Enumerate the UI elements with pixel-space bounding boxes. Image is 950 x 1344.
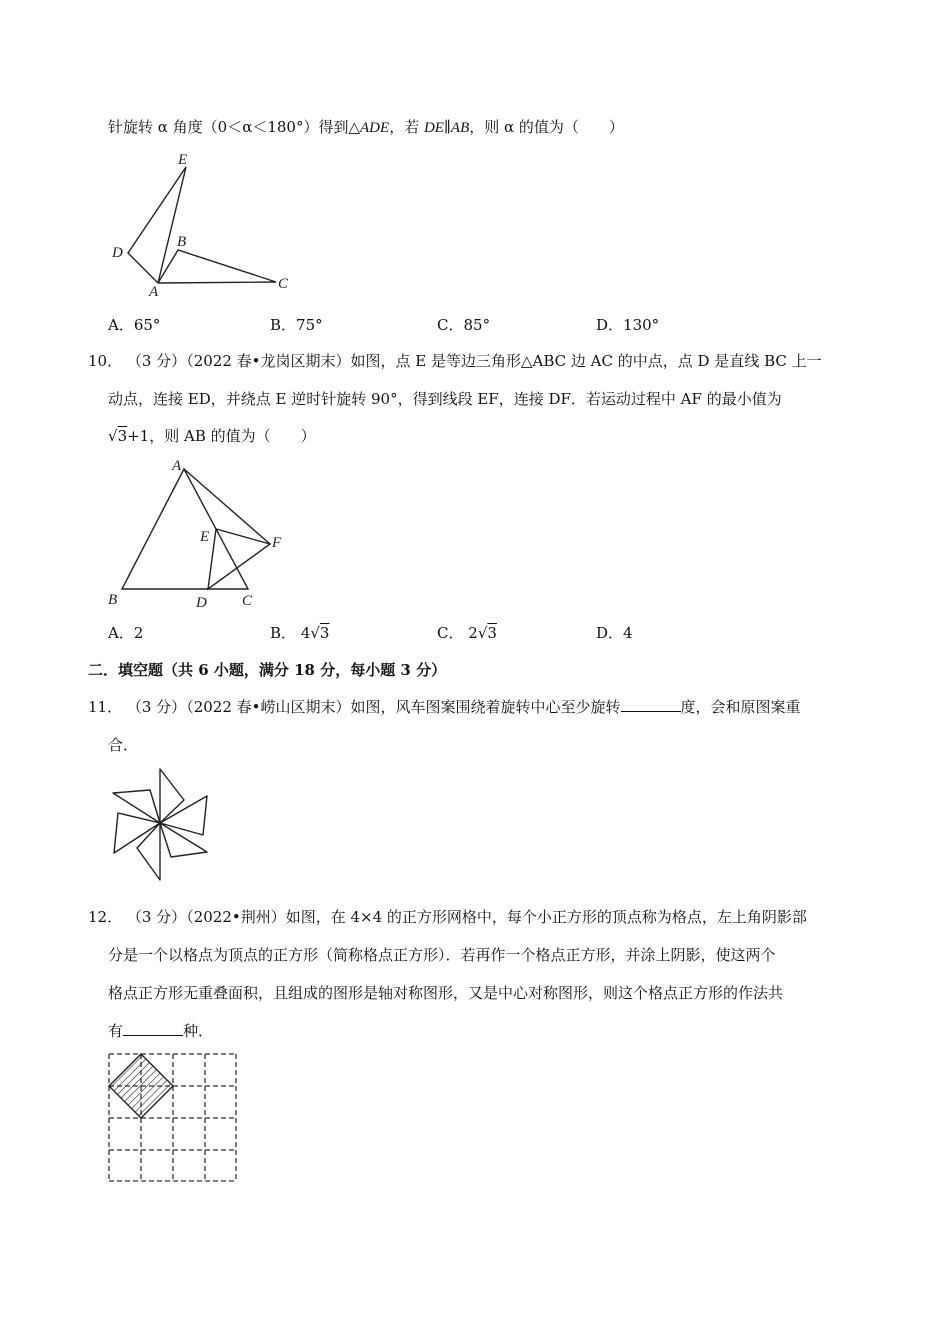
q10-plus-one: +1 xyxy=(127,427,150,445)
q10-option-b-sqrt: √ xyxy=(310,624,320,642)
q9-label-e: E xyxy=(178,152,188,168)
q10-label-d: D xyxy=(196,595,207,611)
q9-figure xyxy=(100,145,300,300)
q12-source: （2022•荆州） xyxy=(186,908,286,926)
q10-line2: 动点，连接 ED，并绕点 E 逆时针旋转 90°，得到线段 EF，连接 DF．若运动过程中 AF 的最小值为 xyxy=(108,390,782,408)
q10-option-c-coef: 2 xyxy=(468,624,478,642)
q10-text-1: 如图，点 E 是等边三角形△ABC 边 AC 的中点，点 D 是直线 BC 上一 xyxy=(350,352,822,370)
q9-de: DE xyxy=(423,120,444,136)
q10-line3 xyxy=(108,425,316,447)
q10-option-b[interactable] xyxy=(270,622,329,644)
q9-ab: AB xyxy=(450,120,470,136)
q10-figure xyxy=(100,455,300,615)
q9-parallel: ∥ xyxy=(443,118,451,136)
q10-option-c[interactable] xyxy=(437,622,497,644)
q10-triangle-abc xyxy=(122,469,248,589)
q11-windmill-blade-4 xyxy=(137,823,160,880)
q9-stem-part-a: 针旋转 α 角度（0＜α＜180°）得到△ xyxy=(108,118,361,136)
q10-line1 xyxy=(88,350,822,372)
q11-source: （2022 春•崂山区期末） xyxy=(186,698,351,716)
q12-grid-figure xyxy=(105,1050,240,1185)
q12-line4 xyxy=(108,1020,213,1042)
q10-option-a[interactable]: A．2 xyxy=(108,624,144,642)
q11-windmill-blade-3 xyxy=(160,823,207,857)
q12-line1 xyxy=(88,906,807,928)
q9-option-c[interactable]: C．85° xyxy=(437,316,491,334)
q11-text-b: 度，会和原图案重 xyxy=(680,698,801,716)
q9-label-b: B xyxy=(177,234,187,250)
q10-label-f: F xyxy=(272,535,282,551)
q9-tri-ade: ADE xyxy=(360,120,390,136)
q10-triangle-edf xyxy=(208,529,270,589)
q9-triangle-abc xyxy=(158,250,276,283)
q12-number: 12． xyxy=(88,908,123,926)
q10-option-c-sqrt: √ xyxy=(477,624,488,642)
q10-number: 10． xyxy=(88,352,123,370)
q12-answer-blank[interactable] xyxy=(123,1021,183,1036)
q10-text-3: ，则 AB 的值为（ ） xyxy=(149,427,316,445)
q12-line3: 格点正方形无重叠面积，且组成的图形是轴对称图形，又是中心对称图形，则这个格点正方形的作法共 xyxy=(108,984,784,1002)
q10-label-b: B xyxy=(108,592,118,608)
q11-text-a: 如图，风车图案围绕着旋转中心至少旋转 xyxy=(350,698,621,716)
q10-label-c: C xyxy=(242,593,253,609)
q11-answer-blank[interactable] xyxy=(621,697,681,712)
q11-line2: 合． xyxy=(108,736,139,754)
q9-label-a: A xyxy=(149,284,159,300)
q10-option-b-coef: 4 xyxy=(300,624,311,642)
q10-option-b-label: B． xyxy=(270,624,297,642)
q9-label-c: C xyxy=(278,276,289,292)
q10-label-e: E xyxy=(200,529,210,545)
q9-stem xyxy=(108,116,624,139)
q10-option-b-radicand: 3 xyxy=(319,624,330,642)
q9-option-d[interactable]: D．130° xyxy=(596,316,660,334)
q9-option-a[interactable]: A．65° xyxy=(108,316,161,334)
q10-option-d[interactable]: D．4 xyxy=(596,624,633,642)
q12-line2: 分是一个以格点为顶点的正方形（简称格点正方形）．若再作一个格点正方形，并涂上阴影，使这两个 xyxy=(108,946,776,964)
q11-line1 xyxy=(88,696,801,718)
q12-text-4b: 种． xyxy=(183,1022,214,1040)
q12-text-1: 如图，在 4×4 的正方形网格中，每个小正方形的顶点称为格点，左上角阴影部 xyxy=(285,908,807,926)
q11-number: 11． xyxy=(88,698,123,716)
q10-score: （3 分） xyxy=(126,352,187,370)
q10-sqrt-radicand: 3 xyxy=(117,427,128,445)
q10-sqrt-sign: √ xyxy=(108,427,118,445)
q9-stem-part-b: ，若 xyxy=(389,118,424,136)
q10-label-a: A xyxy=(172,458,182,474)
q9-triangle-ade xyxy=(128,167,186,283)
q9-label-d: D xyxy=(112,245,123,261)
q11-windmill-blade-1 xyxy=(160,769,184,823)
q10-option-c-label: C． xyxy=(437,624,464,642)
q9-option-b[interactable]: B．75° xyxy=(270,316,323,334)
q10-option-c-radicand: 3 xyxy=(487,624,497,642)
q12-text-4a: 有 xyxy=(108,1022,124,1040)
q12-shaded-square xyxy=(109,1054,173,1118)
q9-stem-part-c: ，则 α 的值为（ ） xyxy=(469,118,624,136)
q10-source: （2022 春•龙岗区期末） xyxy=(186,352,351,370)
q12-score: （3 分） xyxy=(126,908,187,926)
q11-score: （3 分） xyxy=(126,698,187,716)
q11-windmill-figure xyxy=(108,768,216,886)
section-2-title: 二．填空题（共 6 小题，满分 18 分，每小题 3 分） xyxy=(88,661,447,679)
